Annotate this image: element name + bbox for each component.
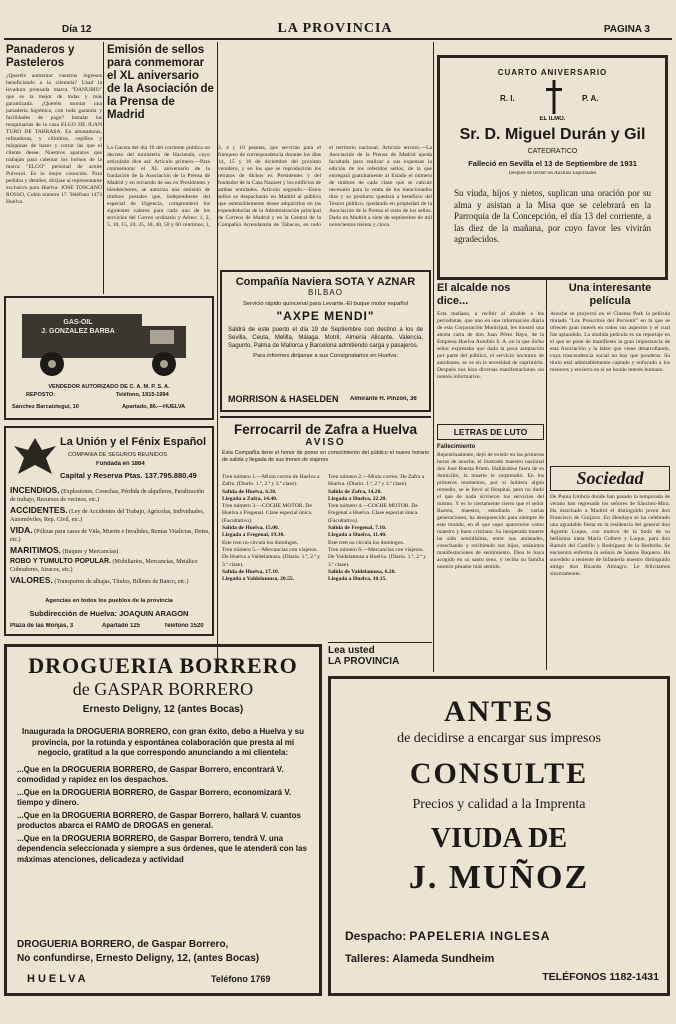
munoz-talleres: Talleres: Alameda Sundheim — [345, 953, 495, 965]
gasoil-line2: REPOSTO: — [26, 392, 56, 398]
header — [0, 0, 676, 42]
schedule-line: Llegada a Huelva, 10.15. — [328, 576, 387, 583]
luto-sub: Fallecimiento — [437, 444, 476, 450]
schedule-line: Salida de Fregenal, 7.10. — [328, 525, 387, 532]
drogueria-ad — [4, 644, 322, 996]
schedule-line: Llegada a Huelva, 11.40. — [328, 532, 387, 539]
schedule-line: Salida de Huelva, 6.30. — [222, 488, 277, 495]
drogueria-item: ...Que en la DROGUERIA BORRERO, de Gaspar Borrero, hallará V. cuantos productos abarca el RAMO de DROGAS en general. — [17, 810, 301, 830]
schedule-line: Salida de Valdelamusa, 6.20. — [328, 568, 396, 575]
gasoil-line3: Teléfono, 1915-1994 — [116, 392, 169, 398]
drogueria-item: ...Que en la DROGUERIA BORRERO, de Gaspar Borrero, tendrá V. una dependencia seleccionada y siempre a sus órdenes, que le atenderá con las máximas atenciones, delicadeza y actividad — [17, 833, 307, 864]
munoz-despacho: Despacho: PAPELERIA INGLESA — [345, 929, 551, 943]
deceased-position: CATEDRÁTICO — [527, 148, 578, 155]
aniversario-notice — [437, 55, 668, 280]
munoz-name: J. MUÑOZ — [408, 859, 590, 896]
gasoil-line1: VENDEDOR AUTORIZADO DE C. A. M. P. S. A. — [48, 384, 170, 390]
ferrocarril-intro: Esta Compañía tiene el honor de poner en conocimiento del público el nuevo horario de salida y llegada de sus trenes de viajeros — [222, 450, 429, 463]
truck-text: GAS-OIL J. GONZALEZ BARBA — [41, 319, 115, 335]
naviera-city: BILBAO — [308, 288, 343, 297]
cross-icon — [544, 80, 564, 114]
union-lines — [10, 486, 210, 596]
drogueria-phone: Teléfono 1769 — [211, 974, 271, 984]
drogueria-intro: Inaugurada la DROGUERIA BORRERO, con gran éxito, debo a Huelva y su provincia, por la rotunda y espontánea colaboración que presta al mi negocio, gratitud a la que correspondo anunciando a mi clientela: — [22, 727, 304, 757]
drogueria-title2: de GASPAR BORRERO — [72, 679, 254, 699]
lea-line1: Lea usted — [328, 645, 375, 656]
schedule-line: Tren número 5.—Mercancías con viajeros. De Huelva a Valdelamusa. (Diario. 1.ª, 2.ª y 3.ª clase). — [222, 546, 321, 568]
ferrocarril-title: Ferrocarril de Zafra a Huelva — [233, 422, 418, 437]
imprenta-munoz-ad — [328, 676, 670, 996]
emision-text: La Gaceta del día 10 del corriente publica un decreto del ministerio de Hacienda, cuyo articulado dice así: Artículo primero.—Para conmemorar el XL aniversario de la fundación de la Asociación de la Prensa de Madrid y en recuerdo de sus ex Presidentes y bienhechores, se autoriza una emisión de timbres postales que, independiente del especial de Urgencia, comprenderá los siguientes valores para cada uno de los servicios del Correo ordinario y Aéreo: 1, 2, 5, 10, 15, 20, 25, 30, 40, 50 y 60 céntimos; 1, 2, 4 y 10 pesetas, que servirán para el franqueo de correspondencia durante los días 14, 15 y 16 de diciembre del próximo venidero, y en los que se reproducirán los retratos de dichos ex Presidentes y del fundador de la Casa Nazaret y los edificios de ambas entidades. Artículo segundo.—Estos sellos se despacharán en Madrid al público que ostensiblemente desee adquirirlos en las expendedurías de la Administración principal de Correos de Madrid y en la Central de la Compañía Arrendataria de Tabacos, en todo el territorio nacional. Artículo tercero.—La Asociación de la Prensa de Madrid queda facultada para realizar a sus expensas la edición de los referidos sellos, de la que entregará gratuitamente al Estado el número de timbres de cada clase que se calcule necesario para la venta de los mencionados días y su producto quedará a beneficio del Tesoro público, quedando en propiedad de la Asociación de la Prensa el resto de los sellos. Dado en Madrid a siete de septiembre de mil novecientos treinta y cinco. — [107, 145, 432, 228]
pelicula-body: Anoche se proyectó en el Cinema Park la película titulada "Los Proscritos del Porvenir" en la que se ofrecen gran interés en todos sus aspectos y el cual fue aplaudido. La aludida película es un reportaje en el que se pone de manifiesto la gran importancia de esta Asociación y la labor que viene desarrollando, cuya trascendencia social no hay que ponderar. Su título está admirablemente captado y enfocado a los menores y encierra en sí un hondo interés humano. — [550, 311, 670, 373]
ferrocarril-left — [222, 474, 324, 642]
gasoil-ad — [4, 296, 214, 420]
union-line: ROBO Y TUMULTO POPULAR. (Mobiliarios, Mercancías, Metálico Cobradores, Atracos, etc.) — [10, 558, 198, 573]
sacraments-line: Después de recibir los Auxilios Espirituales — [508, 171, 597, 176]
munoz-viuda: VIUDA DE — [430, 823, 568, 854]
schedule-line: Llegada a Valdelamusa, 20.55. — [222, 576, 295, 583]
phoenix-icon — [12, 434, 58, 480]
ferrocarril-aviso: AVISO — [305, 437, 346, 448]
schedule-line: Tren número 1.—Mixto correo de Huelva a Zafra. (Diario. 1.ª, 2.ª y 3.ª clase). — [222, 474, 320, 488]
luto-article — [437, 424, 544, 670]
luto-title: LETRAS DE LUTO — [437, 424, 544, 440]
naviera-info: Para informes diríjanse a sus Consignatarios en Huelva: — [253, 353, 398, 359]
schedule-line: Tren número 6.—Mercancías con viajeros. De Valdelamusa a Huelva. (Diario. 1.ª, 2.ª y 3.ª clase). — [328, 546, 427, 568]
panaderos-body: ¿Queréis aumentar vuestros ingresos beneficiando a la clientela? Usad la levadura prensada marca "DANUBIO" que es la mejor de todas y más garantizada. ¿Queréis montar una panadería higiénica, con toda garantía y facilidades de pago? Instalar las maquinarias de la casa ELGO DE JUAN TURO DE TARRASA. En amasadoras, refinadoras, y cilindros, cepillos y máquinas de hacer y cortar las que el cliente desee. Nuestros aparatos que trabajan para calentar los hornos de la marca "ELGO" personal de aceite Pulverol. Es lo mejor conocido. Para pedidos y detalles, diríjase al representante exclusivo para Huelva: JOSE TOSCANO ROSSO, Colón número 17. Teléfono 1473 Huelva. — [6, 73, 102, 205]
gasoil-line5: Apartado, 86.—HUELVA — [122, 404, 186, 410]
drogueria-item: ...Que en la DROGUERIA BORRERO, de Gaspar Borrero, encontrará V. comodidad y rapidez en los despachos. — [17, 764, 284, 784]
sociedad-title: Sociedad — [550, 466, 670, 491]
page-day: Día 12 — [62, 24, 92, 35]
masthead: LA PROVINCIA — [277, 21, 393, 36]
sociedad-article — [550, 466, 670, 670]
naviera-ad — [220, 270, 431, 412]
gasoil-line4: Sánchez Barcaíztegui, 10 — [12, 404, 79, 410]
aniversario-title: CUARTO ANIVERSARIO — [497, 68, 608, 77]
pelicula-article — [550, 282, 670, 462]
union-apartado: Apartado 125 — [102, 623, 141, 629]
schedule-line: Llegada a Huelva, 22.20. — [328, 495, 387, 502]
union-subagent: Subdirección de Huelva: JOAQUIN ARAGON — [29, 609, 189, 618]
drogueria-address: Ernesto Deligny, 12 (antes Bocas) — [82, 704, 244, 715]
drogueria-items — [17, 765, 309, 866]
header-rule — [4, 38, 672, 40]
rip-left: R. I. — [500, 94, 515, 103]
luto-body: Repentinamente, dejó de existir en las primeras horas de anoche, el ilustrado maestro nacional don José Ruesta Prieto. Hallándose fuera de su domicilio, la muerte le sorprendió. En los primeros momentos, por si hubiera algún remedio, se le llevó al Hospital, pero no dudó el que de nada sirvieron los servicios del mismo. Y es lo ciertamente cierto que el señor Ruesta, maestro, estudiado de varias generaciones, ha desaparecido para siempre de este mundo, en él que supo aparecerse como maestro y buen cristiano. Su inesperada muerte ha sido sentidísima, entre sus amistades, cosechando y recibiendo sus hijos, unánimes manifestaciones de sentimiento. Dios le haya acogido en su santo seno, y reciba su familia nuestro pésame más sentido. — [437, 452, 544, 570]
alcalde-title: El alcalde nos dice... — [437, 282, 511, 307]
sociedad-body: De Punta Umbría donde han pasado la temporada de verano han regresado los señores de Sánchez-Mira. Ha marchado a Madrid el distinguido joven don Francisco de Guijarro. En Hendaya se ha celebrado una agradable fiesta en la residencia del general don Agustín Luque, con motivo de la boda de su bellísima nieta María Colbert y Luque, para don Ramón del Castillo y Rodríguez de la Borbolla. Se encuentra enferma la señora de Santos Baquero. Ha sucedido a teniente de Infantería nuestro distinguido amigo don Ricardo Almagro. Le felicitamos sinceramente. — [550, 494, 670, 577]
munoz-phone: TELÉFONOS 1182-1431 — [542, 971, 659, 983]
union-capital: Capital y Reserva Ptas. 137.795.880.49 — [60, 471, 197, 480]
munoz-consulte: CONSULTE — [409, 757, 589, 790]
naviera-address: Almirante H. Pinzón, 36 — [350, 396, 417, 402]
union-line: INCENDIOS. (Explosiones, Cosechas, Pérdida de alquileres, Paralización de trabajo, Recursos de vecinos, etc.) — [10, 486, 205, 503]
union-address: Plaza de las Monjas, 3 — [10, 623, 74, 629]
died-line: Falleció en Sevilla el 13 de Septiembre de 1931 — [468, 159, 637, 168]
drogueria-item: ...Que en la DROGUERIA BORRERO, de Gaspar Borrero, economizará V. tiempo y dinero. — [17, 787, 292, 807]
ferrocarril-ad — [220, 416, 431, 642]
union-agencies: Agencias en todos los pueblos de la provincia — [45, 598, 173, 604]
drogueria-title1: DROGUERIA BORRERO — [28, 653, 298, 678]
schedule-line: Llegada a Zafra, 14.40. — [222, 495, 278, 502]
schedule-line: Este tren no circula los domingos. — [328, 539, 405, 546]
schedule-line: Tren número 2.—Mixto correo. De Zafra a Huelva. (Diario. 1.ª, 2.ª y 3.ª clase). — [328, 474, 425, 488]
union-line: MARITIMOS. (Buques y Mercancías) — [10, 545, 119, 555]
union-line: ACCIDENTES. (Ley de Accidentes del Trabajo, Agrícolas, Individuales, Automóviles, Rep. Civil, etc.) — [10, 505, 205, 523]
union-fenix-ad — [4, 426, 214, 636]
union-phone: Teléfono 1520 — [164, 623, 204, 629]
alcalde-body: Esta mañana, a recibir al alcalde a los periodistas, que uno en una información diaria de esta Corporación Municipal, les mostró una atenta carta de don Juan Pérez Bayo, de la Empresa Huelva Autobús S. A. en la que dicho señor expresaba que dada la poca aceptación por parte del público, el servicio nocturno de autobuses, se ve en la necesidad de suprimirlo. Después nos hizo diversas manifestaciones sin interés informativo. — [437, 311, 544, 380]
munoz-decidirse: de decidirse a encargar sus impresos — [397, 731, 601, 746]
aniversario-body: Su viuda, hijos y nietos, suplican una oración por su alma y asistan a la Misa que se celebrará en la Parroquia de la Concepción, el día 13 del corriente, a las diez de la mañana, por cuyo favor les vivirán agradecidos. — [454, 188, 651, 244]
panaderos-article — [6, 44, 102, 292]
panaderos-title: Panaderos y Pasteleros — [6, 44, 75, 69]
schedule-line: Salida de Zafra, 14.20. — [328, 488, 382, 495]
schedule-line: Tren número 3.—COCHE MOTOR. De Huelva a Fregenal. Clase especial única. (Facultativo). — [222, 503, 313, 524]
munoz-antes: ANTES — [443, 695, 555, 728]
schedule-line: Este tren no circula los domingos. — [222, 539, 299, 546]
drogueria-city: HUELVA — [27, 973, 89, 985]
munoz-precios: Precios y calidad a la Imprenta — [412, 797, 586, 812]
schedule-line: Salida de Huelva, 15.00. — [222, 525, 280, 532]
schedule-line: Tren número 4.—COCHE MOTOR. De Fregenal a Huelva. Clase especial única. (Facultativo). — [328, 503, 419, 524]
naviera-agents: MORRISON & HASELDEN — [228, 394, 339, 404]
pelicula-title: Una interesante película — [568, 282, 652, 307]
alcalde-article — [437, 282, 544, 422]
union-sub: COMPAÑÍA DE SEGUROS REUNIDOS — [68, 452, 168, 458]
drogueria-footer1: DROGUERIA BORRERO, de Gaspar Borrero, — [17, 939, 229, 950]
truck-icon — [14, 304, 204, 380]
lea-line2: LA PROVINCIA — [328, 656, 400, 667]
union-line: VIDA. (Pólizas para casos de Vida, Muerte e Invalidez, Rentas Vitalicias, Dotes, etc.) — [10, 525, 210, 543]
schedule-line: Salida de Huelva, 17.10. — [222, 568, 280, 575]
emision-title: Emisión de sellos para conmemorar el XL aniversario de la Asociación de la Prensa de Madrid — [107, 44, 214, 121]
deceased-name: Sr. D. Miguel Durán y Gil — [459, 126, 646, 143]
drogueria-footer2: No confundirse, Ernesto Deligny, 12, (antes Bocas) — [17, 953, 260, 964]
union-title: La Unión y el Fénix Español — [60, 436, 207, 448]
lea-usted — [328, 642, 432, 672]
page-number: PAGINA 3 — [603, 24, 650, 35]
naviera-title: Compañía Naviera SOTA Y AZNAR — [235, 276, 416, 288]
ship-name: "AXPE MENDI" — [276, 309, 375, 323]
union-line: VALORES. (Transportes de alhajas, Títulos, Billetes de Banco, etc.) — [10, 575, 189, 585]
honorific: EL ILMO. — [539, 116, 566, 122]
union-founded: Fundada en 1864 — [96, 461, 145, 467]
schedule-line: Llegada a Fregenal, 19.30. — [222, 532, 285, 539]
rip-right: P. A. — [582, 94, 599, 103]
naviera-body: Saldrá de este puerto el día 19 de Septiembre con destino a los de Sevilla, Ceuta, Melilla, Málaga, Motril, Almería Alicante, Valencia, Sagunto, Palma de Mallorca y Barcelona admitiendo carga y pasajeros. — [228, 327, 423, 349]
ferrocarril-right — [328, 474, 430, 642]
naviera-service: Servicio rápido quincenal para Levante.-El buque motor español — [243, 301, 408, 307]
